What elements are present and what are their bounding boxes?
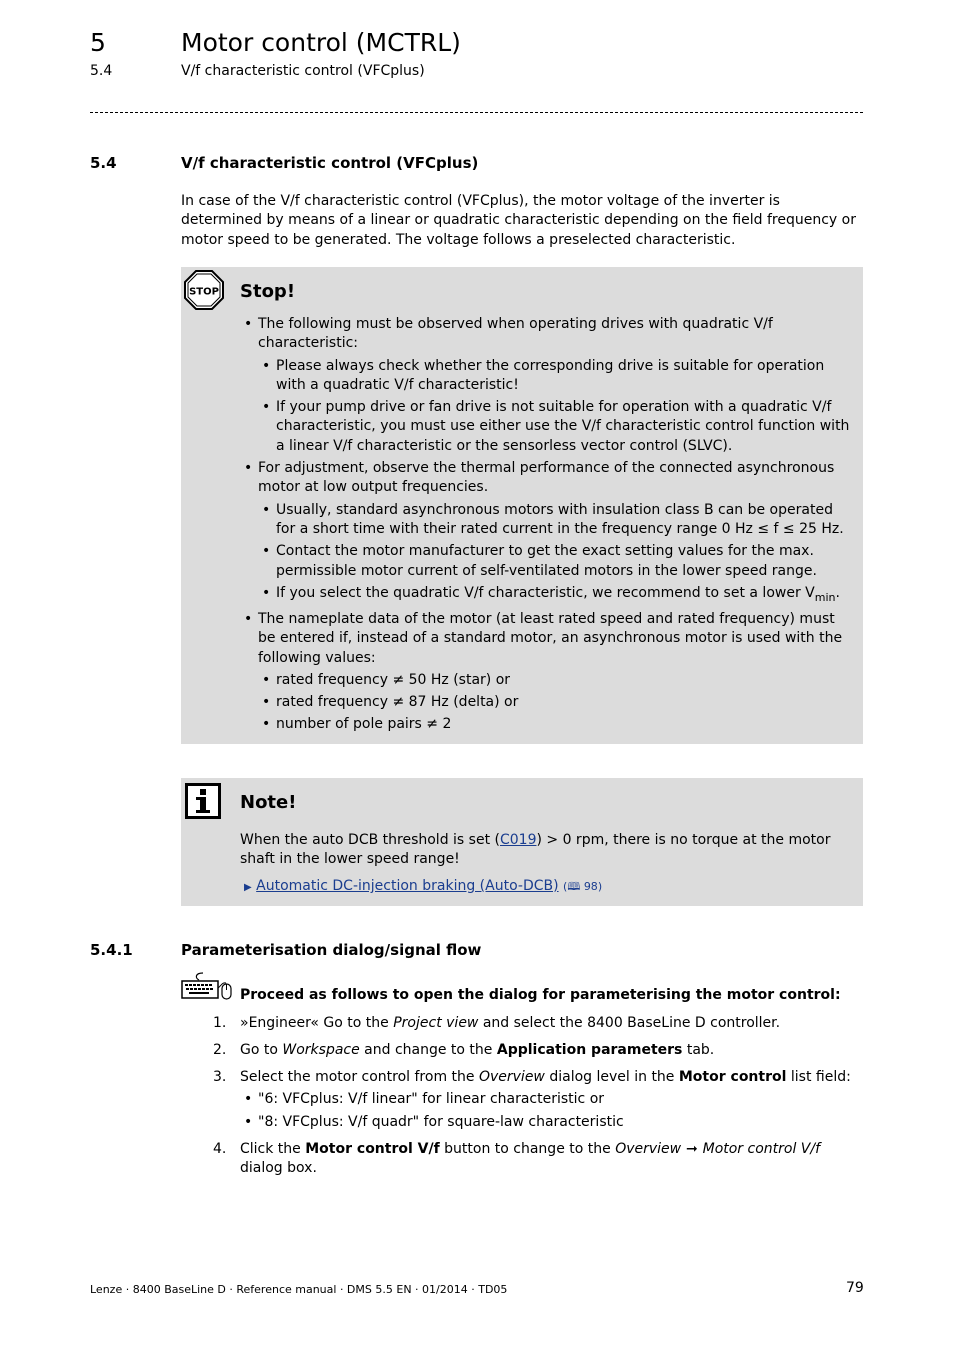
keyboard-mouse-icon <box>181 972 233 1006</box>
list-item: • Contact the motor manufacturer to get the exact setting values for the max. permissible motor current of self-ventilated motors in the lower speed range. <box>258 542 850 581</box>
list-item: • rated frequency ≠ 50 Hz (star) or <box>258 671 850 690</box>
list-item: • Please always check whether the corresponding drive is suitable for operation with a quadratic V/f characteristic! <box>258 357 850 396</box>
page-number: 79 <box>846 1280 864 1296</box>
stop-content <box>240 315 850 738</box>
stop-title: Stop! <box>240 281 296 302</box>
subsection-title: Parameterisation dialog/signal flow <box>181 941 482 959</box>
section-number: 5.4 <box>90 154 117 172</box>
list-item: • rated frequency ≠ 87 Hz (delta) or <box>258 693 850 712</box>
procedure-title: Proceed as follows to open the dialog for parameterising the motor control: <box>240 987 841 1003</box>
book-icon: 🕮 <box>567 880 581 893</box>
auto-dcb-reference <box>244 877 854 897</box>
note-title: Note! <box>240 792 297 813</box>
auto-dcb-link[interactable]: Automatic DC-injection braking (Auto-DCB) <box>256 878 559 894</box>
note-box <box>181 778 863 906</box>
step-number: 1. <box>213 1015 227 1031</box>
c019-link[interactable]: C019 <box>499 832 537 848</box>
step-1: »Engineer« Go to the Project view and select the 8400 BaseLine D controller. <box>240 1015 781 1031</box>
list-item: • number of pole pairs ≠ 2 <box>258 715 850 734</box>
info-icon <box>185 783 221 823</box>
chapter-title: Motor control (MCTRL) <box>181 28 461 57</box>
list-item: • If your pump drive or fan drive is not suitable for operation with a quadratic V/f characteristic, you must use either use the V/f characteristic control function with a linear V/f characteristic or the sensorless vector control (SLVC). <box>258 398 850 456</box>
list-item: • "8: VFCplus: V/f quadr" for square-law characteristic <box>240 1113 860 1132</box>
header-section-number: 5.4 <box>90 63 113 79</box>
header-section-title: V/f characteristic control (VFCplus) <box>181 63 425 79</box>
step-3: Select the motor control from the Overview dialog level in the Motor control list field: • "6: VFCplus: V/f linear" for linear characteristic or • "8: VFCplus: V/f quadr" for square-law characteristic <box>240 1068 860 1135</box>
page-ref[interactable]: (🕮 98) <box>563 880 603 893</box>
list-item: • The following must be observed when operating drives with quadratic V/f characteristic: • Please always check whether the corresponding drive is suitable for operation with a quadratic V/f characteristic! • If your pump drive or fan drive is not suitable for operation with a quadratic V/f characteristic, you must use either use the V/f characteristic control function with a linear V/f characteristic or the sensorless vector control (SLVC). <box>240 315 850 456</box>
step-number: 2. <box>213 1042 227 1058</box>
chapter-number: 5 <box>90 28 106 57</box>
list-item: • Usually, standard asynchronous motors with insulation class B can be operated for a short time with their rated current in the frequency range 0 Hz ≤ f ≤ 25 Hz. <box>258 501 850 540</box>
stop-box <box>181 267 863 744</box>
footer-document-info: Lenze · 8400 BaseLine D · Reference manual · DMS 5.5 EN · 01/2014 · TD05 <box>90 1283 508 1296</box>
subsection-number: 5.4.1 <box>90 941 133 959</box>
list-item: • If you select the quadratic V/f characteristic, we recommend to set a lower $V_{min}$. <box>258 584 850 607</box>
section-title: V/f characteristic control (VFCplus) <box>181 154 479 172</box>
step-4: Click the Motor control V/f button to change to the Overview ➞ Motor control V/f dialog box. <box>240 1141 821 1177</box>
stop-icon <box>184 270 224 314</box>
note-text: When the auto DCB threshold is set (C019) > 0 rpm, there is no torque at the motor shaft in the lower speed range! <box>240 832 831 868</box>
step-2: Go to Workspace and change to the Application parameters tab. <box>240 1042 715 1058</box>
list-item: • "6: VFCplus: V/f linear" for linear characteristic or <box>240 1090 860 1109</box>
svg-text:STOP: STOP <box>189 286 219 298</box>
header-divider <box>90 112 863 113</box>
list-item: • The nameplate data of the motor (at least rated speed and rated frequency) must be entered if, instead of a standard motor, an asynchronous motor is used with the following values: • rated frequency ≠ 50 Hz (star) or • rated frequency ≠ 87 Hz (delta) or • number of pole pairs ≠ 2 <box>240 610 850 735</box>
step-number: 4. <box>213 1141 227 1157</box>
step-number: 3. <box>213 1069 227 1085</box>
list-item: • For adjustment, observe the thermal performance of the connected asynchronous motor at low output frequencies. • Usually, standard asynchronous motors with insulation class B can be operated for a short time with their rated current in the frequency range 0 Hz ≤ f ≤ 25 Hz. • Contact the motor manufacturer to get the exact setting values for the max. permissible motor current of self-ventilated motors in the lower speed range. • If you select the quadratic V/f characteristic, we recommend to set a lower $V_{min}$. <box>240 459 850 607</box>
intro-paragraph: In case of the V/f characteristic control (VFCplus), the motor voltage of the inverter is determined by means of a linear or quadratic characteristic depending on the field frequency or motor speed to be generated. The voltage follows a preselected characteristic. <box>181 193 856 248</box>
triangle-right-icon: ▶ <box>244 882 252 893</box>
